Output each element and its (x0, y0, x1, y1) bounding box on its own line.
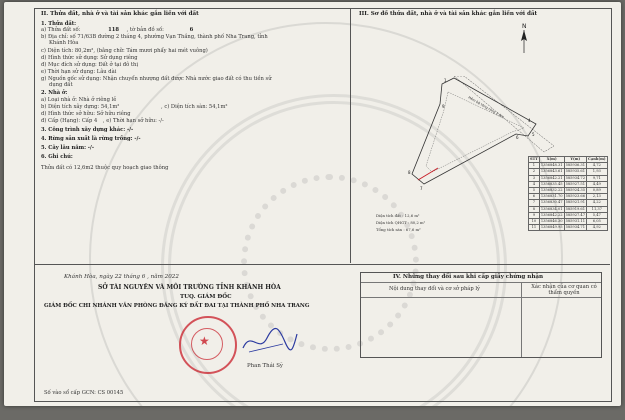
parcel-number-label: a) Thửa đất số: (41, 27, 81, 33)
other-construction: 3. Công trình xây dựng khác: -/- (41, 127, 134, 133)
coordinate-cell: 5,47 (587, 212, 608, 218)
coordinate-cell: 1 (529, 163, 540, 169)
seal-star-icon: ★ (199, 334, 210, 348)
coordinate-row (529, 188, 608, 194)
house-heading: 2. Nhà ở: (41, 90, 68, 96)
usage-origin-line-1: g) Nguồn gốc sử dụng: Nhận chuyển nhượng đất được Nhà nước giao đất có thu tiền sử (41, 76, 272, 82)
coordinate-cell: 1356835.45 (540, 181, 563, 186)
coordinate-cell: 7 (529, 200, 540, 206)
coordinate-cell: 585927.47 (565, 212, 585, 217)
coordinate-cell: 2,13 (587, 194, 608, 200)
coordinate-row (529, 212, 608, 218)
coordinate-cell: 585923.66 (565, 194, 585, 199)
coordinate-row (529, 194, 608, 200)
coordinate-row (529, 181, 608, 187)
vertical-divider (350, 8, 351, 263)
parcel-number-row (41, 27, 193, 33)
usage-purpose: đ) Mục đích sử dụng: Đất ở tại đô thị (41, 62, 138, 68)
coordinate-row (529, 169, 608, 175)
coordinate-cell: 1356842.21 (540, 175, 563, 180)
certificate-page (4, 2, 621, 406)
coordinate-cell: 585927.51 (565, 181, 585, 186)
registry-book-number: Số vào sổ cấp GCN: CS 00145 (44, 390, 124, 396)
signer-name: Phan Thái Sỹ (247, 363, 283, 369)
coordinate-cell: 11,37 (587, 206, 608, 212)
svg-text:1: 1 (444, 78, 447, 83)
house-level-row (41, 118, 164, 124)
coordinate-cell: 1356848.31 (540, 163, 563, 168)
house-ownership: d) Hình thức sở hữu: Sở hữu riêng (41, 111, 131, 117)
coordinate-row (529, 175, 608, 181)
coordinate-cell: 1356842.22 (540, 212, 563, 217)
coordinate-cell: 585924.35 (565, 188, 585, 193)
coordinate-cell: 1356830.47 (540, 200, 563, 205)
coordinate-cell: 5 (529, 188, 540, 194)
svg-text:5: 5 (532, 132, 535, 137)
coordinate-cell: 1356849.95 (540, 225, 563, 230)
coordinate-cell: 8 (529, 206, 540, 212)
north-arrow-icon (517, 21, 531, 55)
house-type: a) Loại nhà ở: Nhà ở riêng lẻ (41, 97, 117, 103)
address-line-2: Khánh Hòa (49, 40, 79, 46)
coordinate-cell: 1,93 (587, 169, 608, 175)
address-line-1: b) Địa chỉ: số 71/63B đường 2 tháng 4, phường Vạn Thắng, thành phố Nha Trang, tỉnh (41, 34, 268, 40)
coordinate-cell: 585934.71 (565, 225, 585, 230)
handwritten-signature (239, 324, 299, 358)
coordinate-cell: 1356831.70 (540, 194, 563, 199)
usage-origin-line-2: dụng đất (49, 82, 73, 88)
coordinate-cell: 4,72 (587, 163, 608, 169)
usage-form: d) Hình thức sử dụng: Sử dụng riêng (41, 55, 138, 61)
coordinate-row (529, 200, 608, 206)
area-note-2: Diện tích QHGT : 80,2 m² (376, 220, 426, 225)
coordinate-cell: 1356846.30 (540, 219, 563, 224)
coordinate-cell: 3 (529, 175, 540, 181)
usage-term: e) Thời hạn sử dụng: Lâu dài (41, 69, 117, 75)
coordinate-cell: 585934.72 (565, 175, 585, 180)
house-term: , e) Thời hạn sở hữu: -/- (102, 118, 164, 124)
svg-text:9: 9 (442, 104, 445, 109)
svg-text:6: 6 (516, 135, 519, 140)
changes-table (360, 272, 602, 358)
perennial-trees: 5. Cây lâu năm: -/- (41, 145, 94, 151)
coordinate-cell: 11 (529, 225, 540, 231)
svg-text:4: 4 (528, 118, 531, 123)
authority-name: SỞ TÀI NGUYÊN VÀ MÔI TRƯỜNG TỈNH KHÁNH HÒA (98, 284, 281, 291)
area-note-3: Tổng tích sàn : 67,6 m² (376, 227, 421, 232)
horizontal-divider (34, 264, 610, 265)
coordinate-row (529, 225, 608, 231)
coordinate-table-header: STT X(m) Y(m) Cạnh(m) (530, 157, 606, 161)
map-sheet-label: , tờ bản đồ số: (126, 27, 164, 33)
map-sheet-number: 6 (189, 27, 194, 33)
section-4-title: IV. Những thay đổi sau khi cấp giấy chứng nhận (393, 274, 544, 280)
coordinate-cell: 585931.11 (565, 219, 585, 224)
changes-col-content: Nội dung thay đổi và cơ sở pháp lý (389, 286, 480, 292)
area-note-1: Diện tích đất : 12,6 m² (376, 213, 420, 218)
planted-forest: 4. Rừng sản xuất là rừng trồng: -/- (41, 136, 141, 142)
issue-date: Khánh Hòa, ngày 22 tháng 6 , năm 2022 (64, 274, 179, 280)
build-area: b) Diện tích xây dựng: 54,1m² (41, 104, 120, 110)
svg-text:7: 7 (420, 186, 423, 191)
changes-col-confirmation: Xác nhận của cơ quan có thẩm quyền (531, 284, 597, 296)
coordinate-cell: 4,22 (587, 200, 608, 206)
coordinate-cell: 1356843.61 (540, 169, 563, 174)
land-area: c) Diện tích: 80,2m², (bằng chữ: Tám mươi phẩy hai mét vuông) (41, 48, 208, 54)
authority-branch: GIÁM ĐỐC CHI NHÁNH VĂN PHÒNG ĐĂNG KÝ ĐẤT ĐAI TẠI THÀNH PHỐ NHA TRANG (44, 303, 310, 309)
section-3-title: III. Sơ đồ thửa đất, nhà ở và tài sản khác gắn liền với đất (359, 11, 538, 17)
coordinate-cell: 4,92 (587, 225, 608, 231)
coordinate-cell: 1356832.22 (540, 188, 563, 193)
notes-heading: 6. Ghi chú: (41, 154, 73, 160)
coordinate-cell: 585936.31 (565, 163, 585, 168)
coordinate-cell: 9 (529, 212, 540, 218)
coordinate-row (529, 219, 608, 225)
land-parcel-heading: 1. Thửa đất: (41, 21, 77, 27)
coordinate-cell: 9,71 (587, 175, 608, 181)
north-label: N (522, 23, 527, 30)
coordinate-cell: 4 (529, 181, 540, 187)
coordinate-row (529, 206, 608, 212)
house-level: đ) Cấp (Hạng): Cấp 4 (41, 118, 98, 124)
house-area-row (41, 104, 227, 110)
coordinate-cell: 6 (529, 194, 540, 200)
road-label: Hẻm bê tông rộng 2,8m (467, 95, 505, 120)
parcel-number: 118 (108, 27, 119, 33)
coordinate-cell: 10 (529, 219, 540, 225)
svg-text:8: 8 (408, 170, 411, 175)
authority-title: TUQ. GIÁM ĐỐC (180, 294, 232, 300)
coordinate-cell: 6,05 (587, 219, 608, 225)
coordinate-table (528, 156, 608, 231)
coordinate-cell: 585935.61 (565, 169, 585, 174)
coordinate-row (529, 163, 608, 169)
coordinate-cell: 1356834.01 (540, 206, 563, 211)
section-2-title: II. Thửa đất, nhà ở và tài sản khác gắn liền với đất (41, 11, 199, 17)
coordinate-cell: 2 (529, 169, 540, 175)
coordinate-cell: 585921.91 (565, 200, 585, 205)
notes-text: Thửa đất có 12,6m2 thuộc quy hoạch giao thông (41, 165, 169, 171)
coordinate-cell: 585919.61 (565, 206, 585, 211)
floor-area: , c) Diện tích sàn: 54,1m² (161, 104, 228, 110)
coordinate-cell: 4,49 (587, 181, 608, 187)
coordinate-cell: 0,89 (587, 188, 608, 194)
